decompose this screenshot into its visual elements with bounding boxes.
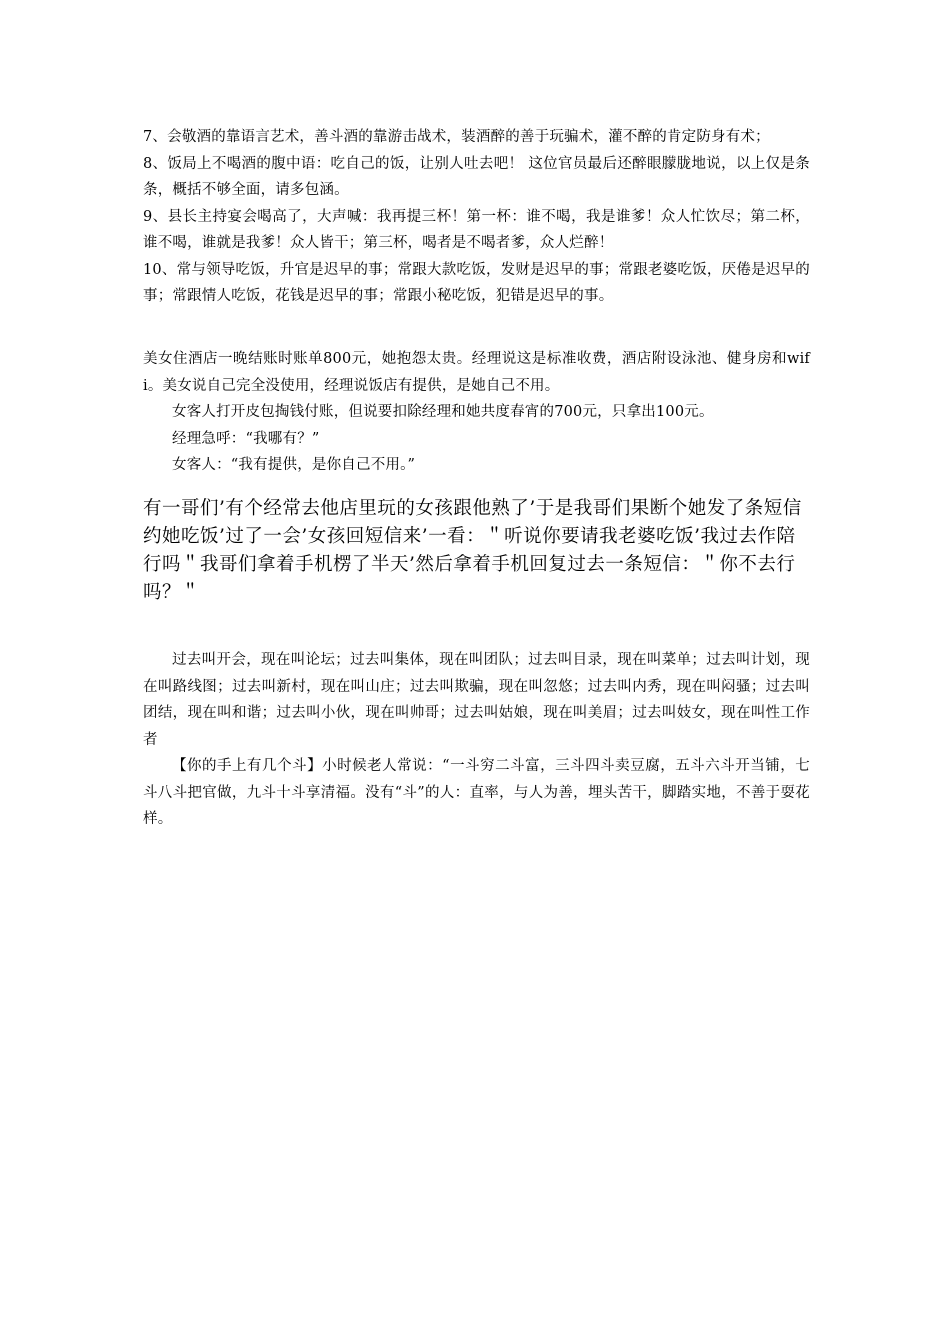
- list-item: 9、县长主持宴会喝高了，大声喊：我再提三杯！第一杯：谁不喝，我是谁爹！众人忙饮尽；第二杯，谁不喝，谁就是我爹！众人皆干；第三杯，喝者是不喝者爹，众人烂醉！: [143, 208, 810, 251]
- hotel-story-line: 经理急呼：“我哪有？”: [172, 430, 320, 447]
- hotel-story: [143, 346, 810, 479]
- sms-story-text: 有一哥们’有个经常去他店里玩的女孩跟他熟了’于是我哥们果断个她发了条短信约她吃饭’过了一会’女孩回短信来’一看：＂听说你要请我老婆吃饭’我过去作陪行吗＂我哥们拿着手机楞了半天’然后拿着手机回复过去一条短信：＂你不去行吗？＂: [143, 498, 802, 603]
- hotel-story-intro: 美女住酒店一晚结账时账单800元，她抱怨太贵。经理说这是标准收费，酒店附设泳池、健身房和wifi。美女说自己完全没使用，经理说饭店有提供，是她自己不用。: [143, 351, 810, 394]
- list-item: 8、饭局上不喝酒的腹中语：吃自己的饭，让别人吐去吧！ 这位官员最后还醉眼朦胧地说，以上仅是条条，概括不够全面，请多包涵。: [143, 155, 810, 198]
- dou-text: 【你的手上有几个斗】小时候老人常说：“一斗穷二斗富，三斗四斗卖豆腐，五斗六斗开当铺，七斗八斗把官做，九斗十斗享清福。没有“斗”的人：直率，与人为善，埋头苦干，脚踏实地，不善于耍花样。: [143, 758, 810, 827]
- sms-story: [143, 495, 810, 607]
- list-item: 7、会敬酒的靠语言艺术，善斗酒的靠游击战术，装酒醉的善于玩骗术，灌不醉的肯定防身有术；: [143, 129, 770, 145]
- old-new-section: [143, 647, 810, 833]
- old-new-text: 过去叫开会，现在叫论坛；过去叫集体，现在叫团队；过去叫目录，现在叫菜单；过去叫计划，现在叫路线图；过去叫新村，现在叫山庄；过去叫欺骗，现在叫忽悠；过去叫内秀，现在叫闷骚；过去叫团结，现在叫和谐；过去叫小伙，现在叫帅哥；过去叫姑娘，现在叫美眉；过去叫妓女，现在叫性工作者: [143, 652, 810, 748]
- hotel-story-line: 女客人：“我有提供，是你自己不用。”: [172, 457, 416, 473]
- drinking-list: [143, 124, 810, 310]
- list-item: 10、常与领导吃饭，升官是迟早的事；常跟大款吃饭，发财是迟早的事；常跟老婆吃饭，厌倦是迟早的事；常跟情人吃饭，花钱是迟早的事；常跟小秘吃饭，犯错是迟早的事。: [143, 261, 810, 304]
- hotel-story-line: 女客人打开皮包掏钱付账，但说要扣除经理和她共度春宵的700元，只拿出100元。: [172, 404, 714, 420]
